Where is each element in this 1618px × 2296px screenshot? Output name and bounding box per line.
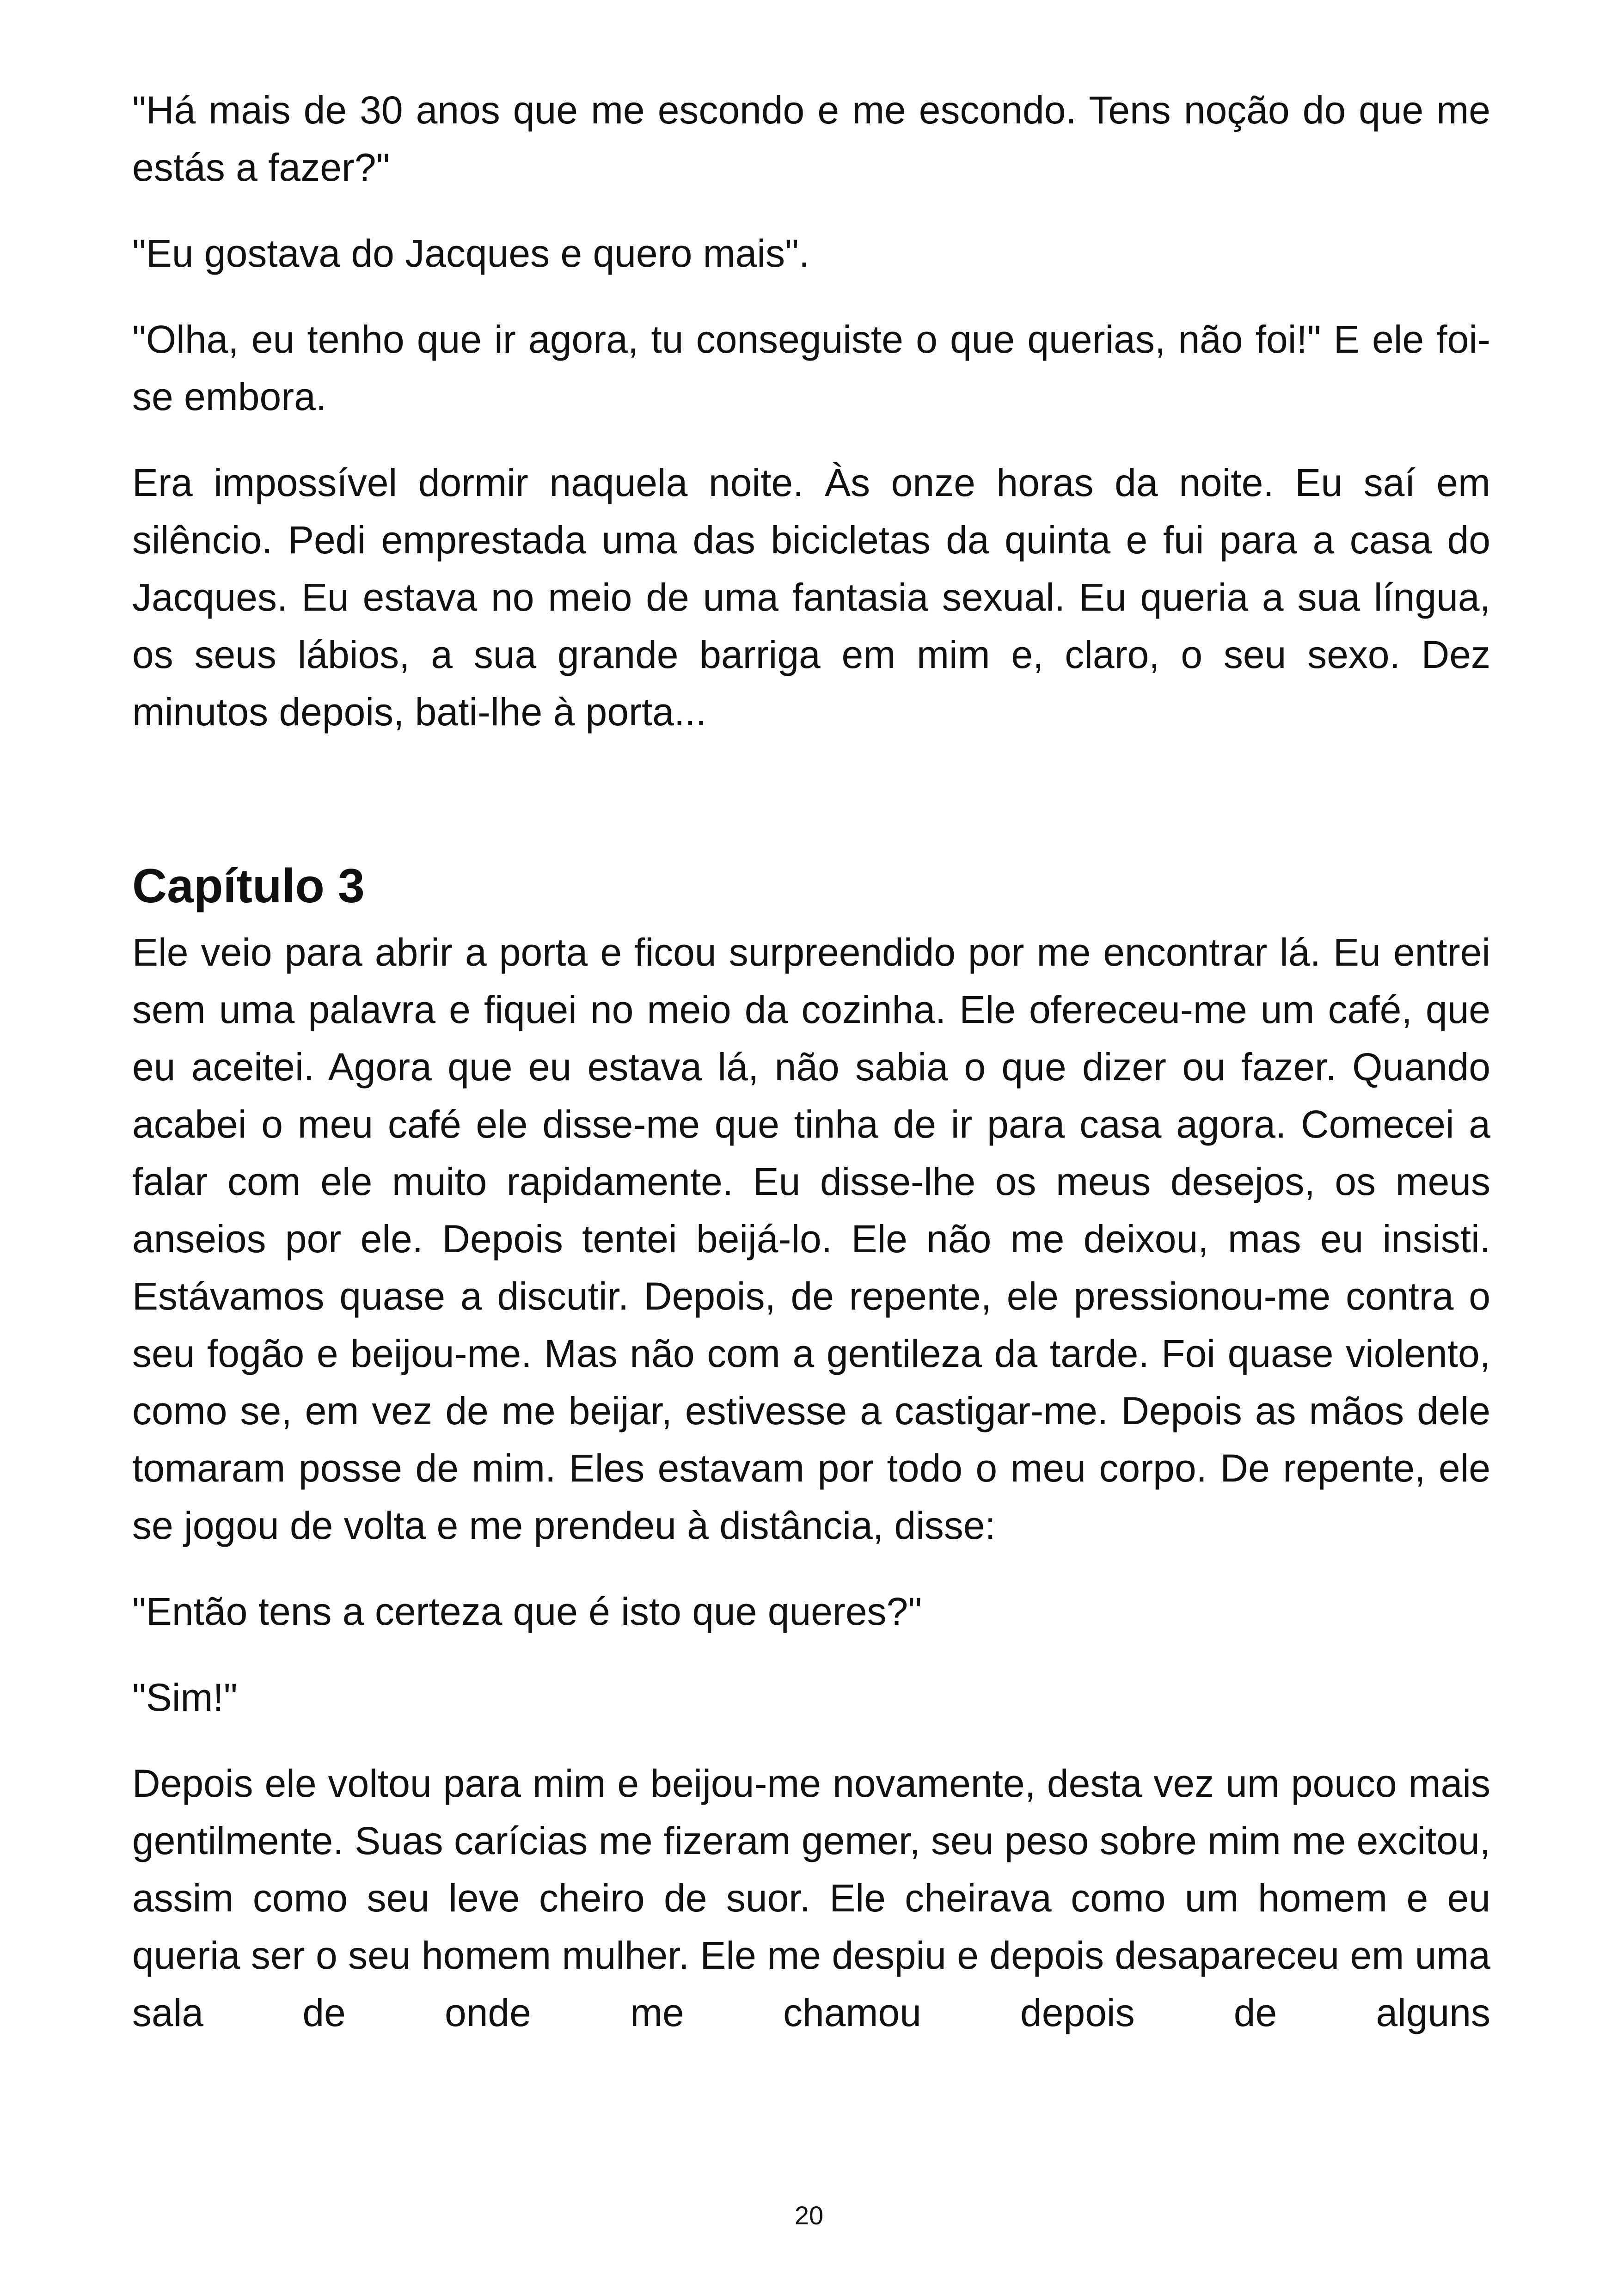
paragraph: "Então tens a certeza que é isto que queres?" <box>132 1590 922 1633</box>
paragraph: "Sim!" <box>132 1676 238 1719</box>
chapter-title: Capítulo 3 <box>132 859 365 913</box>
paragraph: Era impossível dormir naquela noite. Às onze horas da noite. Eu saí em silêncio. Pedi emprestada uma das bicicletas da quinta e fui para a casa do Jacques. Eu estava no meio de uma fantasia sexual. Eu queria a sua língua, os seus lábios, a sua grande barriga em mim e, claro, o seu sexo. Dez minutos depois, bati-lhe à porta... <box>132 461 1490 734</box>
body-text <box>132 81 1490 2070</box>
paragraph: "Olha, eu tenho que ir agora, tu conseguiste o que querias, não foi!" E ele foi-se embora. <box>132 318 1490 418</box>
page-number: 20 <box>794 2201 824 2230</box>
paragraph: Depois ele voltou para mim e beijou-me novamente, desta vez um pouco mais gentilmente. Suas carícias me fizeram gemer, seu peso sobre mim me excitou, assim como seu leve cheiro de suor. Ele cheirava como um homem e eu queria ser o seu homem mulher. Ele me despiu e depois desapareceu em uma sala de onde me chamou depois de alguns <box>132 1762 1490 2034</box>
paragraph: "Eu gostava do Jacques e quero mais". <box>132 232 810 275</box>
paragraph: "Há mais de 30 anos que me escondo e me escondo. Tens noção do que me estás a fazer?" <box>132 88 1490 189</box>
paragraph: Ele veio para abrir a porta e ficou surpreendido por me encontrar lá. Eu entrei sem uma palavra e fiquei no meio da cozinha. Ele ofereceu-me um café, que eu aceitei. Agora que eu estava lá, não sabia o que dizer ou fazer. Quando acabei o meu café ele disse-me que tinha de ir para casa agora. Comecei a falar com ele muito rapidamente. Eu disse-lhe os meus desejos, os meus anseios por ele. Depois tentei beijá-lo. Ele não me deixou, mas eu insisti. Estávamos quase a discutir. Depois, de repente, ele pressionou-me contra o seu fogão e beijou-me. Mas não com a gentileza da tarde. Foi quase violento, como se, em vez de me beijar, estivesse a castigar-me. Depois as mãos dele tomaram posse de mim. Eles estavam por todo o meu corpo. De repente, ele se jogou de volta e me prendeu à distância, disse: <box>132 931 1490 1547</box>
